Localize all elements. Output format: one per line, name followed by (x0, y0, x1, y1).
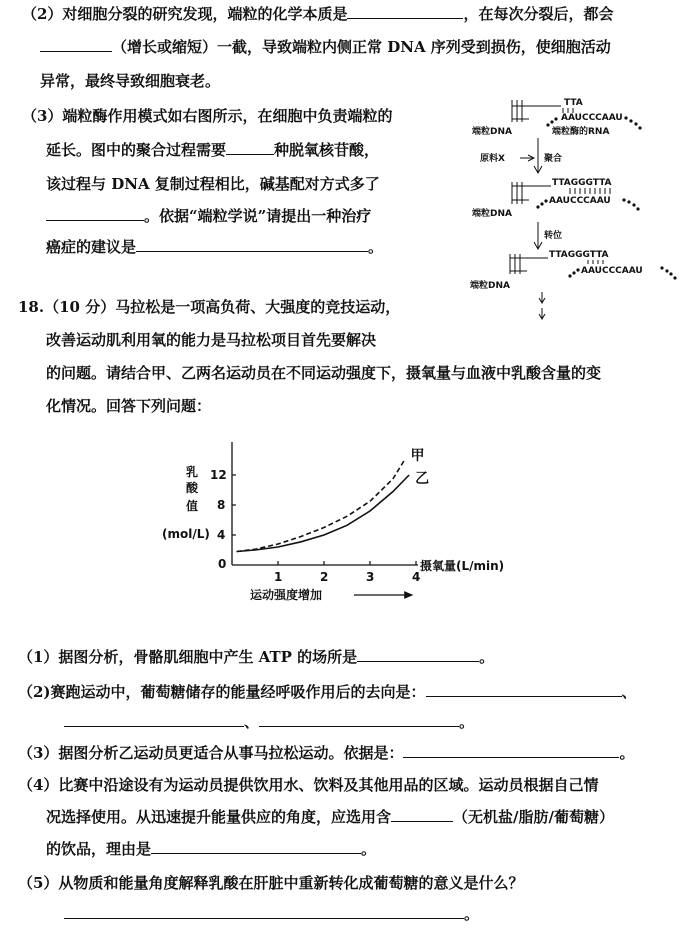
label-polymerize: 聚合 (544, 154, 563, 164)
telomerase-diagram (466, 96, 690, 322)
answer-blank[interactable] (391, 806, 453, 822)
q18-intro-line3: 的问题。请结合甲、乙两名运动员在不同运动强度下，摄氧量与血液中乳酸含量的变 (46, 364, 602, 382)
x-tick-label: 1 (274, 570, 283, 584)
y-tick-label: 8 (217, 498, 226, 512)
y-axis-unit: (mol/L) (162, 527, 210, 541)
q18-intro-line1: 18.（10 分）马拉松是一项高负荷、大强度的竞技运动， (18, 298, 401, 316)
answer-blank[interactable] (259, 711, 459, 727)
q18-intro-line2: 改善运动肌利用氧的能力是马拉松项目首先要解决 (46, 331, 377, 349)
lactate-chart (150, 430, 540, 610)
q17-2-line1: （2）对细胞分裂的研究发现，端粒的化学本质是 ，在每次分裂后，都会 (22, 5, 614, 23)
q17-3-line1: （3）端粒酶作用模式如右图所示，在细胞中负责端粒的 (22, 107, 393, 125)
q17-3-line5: 癌症的建议是 。 (46, 238, 384, 256)
telomere-seq-3: TTAGGGTTA (549, 250, 609, 260)
series-line-b (237, 475, 410, 552)
x-axis-note: 运动强度增加 (250, 588, 323, 602)
series-label: 甲 (410, 448, 425, 464)
rna-template-1: AAUCCCAAU (561, 113, 623, 123)
q18-4-line1: （4）比赛中沿途设有为运动员提供饮用水、饮料及其他用品的区域。运动员根据自己情 (18, 776, 599, 794)
q17-2-line3: 异常，最终导致细胞衰老。 (40, 72, 221, 90)
answer-blank[interactable] (226, 139, 274, 155)
answer-blank[interactable] (347, 3, 463, 19)
q18-4-line2: 况选择使用。从迅速提升能量供应的角度，应选用含 （无机盐/脂肪/葡萄糖） (46, 808, 614, 826)
q18-2-line1: （2)赛跑运动中，葡萄糖储存的能量经呼吸作用后的去向是： 、 (18, 683, 637, 701)
telomere-seq-1: TTA (564, 98, 583, 108)
rna-template-3: AAUCCCAAU (581, 266, 643, 276)
q17-3-line2: 延长。图中的聚合过程需要 种脱氧核苷酸， (46, 141, 380, 159)
label-telomere-dna: 端粒DNA (472, 209, 512, 219)
x-tick-label: 3 (366, 570, 375, 584)
label-raw-material: 原料X (480, 154, 505, 164)
q18-4-line3: 的饮品，理由是 。 (46, 840, 377, 858)
answer-blank[interactable] (357, 646, 479, 662)
x-tick-label: 4 (412, 570, 421, 584)
x-tick-label: 2 (320, 570, 329, 584)
answer-blank[interactable] (426, 681, 622, 697)
x-axis-label: 摄氧量(L/min) (420, 559, 505, 573)
y-axis-label: 值 (186, 499, 199, 513)
q18-intro-line4: 化情况。回答下列问题： (46, 397, 212, 415)
y-tick-label: 4 (217, 528, 226, 542)
q17-3-line4: 。依据“端粒学说”请提出一种治疗 (46, 205, 371, 227)
label-telomerase-rna: 端粒酶的RNA (552, 127, 610, 137)
answer-blank[interactable] (46, 205, 144, 221)
answer-blank[interactable] (403, 742, 619, 758)
series-label: 乙 (415, 471, 430, 487)
q18-3: （3）据图分析乙运动员更适合从事马拉松运动。依据是： 。 (18, 744, 635, 762)
y-tick-label: 12 (210, 468, 227, 482)
answer-blank[interactable] (64, 711, 244, 727)
y-axis-label: 酸 (186, 481, 199, 495)
rna-template-2: AAUCCCAAU (549, 196, 611, 206)
q18-5-answer: 。 (64, 903, 479, 925)
y-axis-label: 乳 (186, 465, 199, 479)
q18-1: （1）据图分析，骨骼肌细胞中产生 ATP 的场所是 。 (18, 648, 495, 666)
answer-blank[interactable] (136, 236, 368, 252)
answer-blank[interactable] (40, 36, 112, 52)
label-telomere-dna: 端粒DNA (470, 281, 510, 291)
q18-2-line2: 、 。 (64, 711, 474, 733)
answer-blank[interactable] (151, 838, 361, 854)
q18-5: （5）从物质和能量角度解释乳酸在肝脏中重新转化成葡萄糖的意义是什么？ (18, 874, 524, 892)
answer-blank[interactable] (64, 903, 464, 919)
label-translocate: 转位 (544, 231, 563, 241)
x-tick-label: 0 (218, 557, 227, 571)
telomere-seq-2: TTAGGGTTA (552, 178, 612, 188)
q17-3-line3: 该过程与 DNA 复制过程相比，碱基配对方式多了 (46, 175, 380, 193)
label-telomere-dna: 端粒DNA (472, 127, 512, 137)
q17-2-line2: （增长或缩短）一截，导致端粒内侧正常 DNA 序列受到损伤，使细胞活动 (40, 36, 611, 58)
series-line-a (237, 460, 405, 552)
